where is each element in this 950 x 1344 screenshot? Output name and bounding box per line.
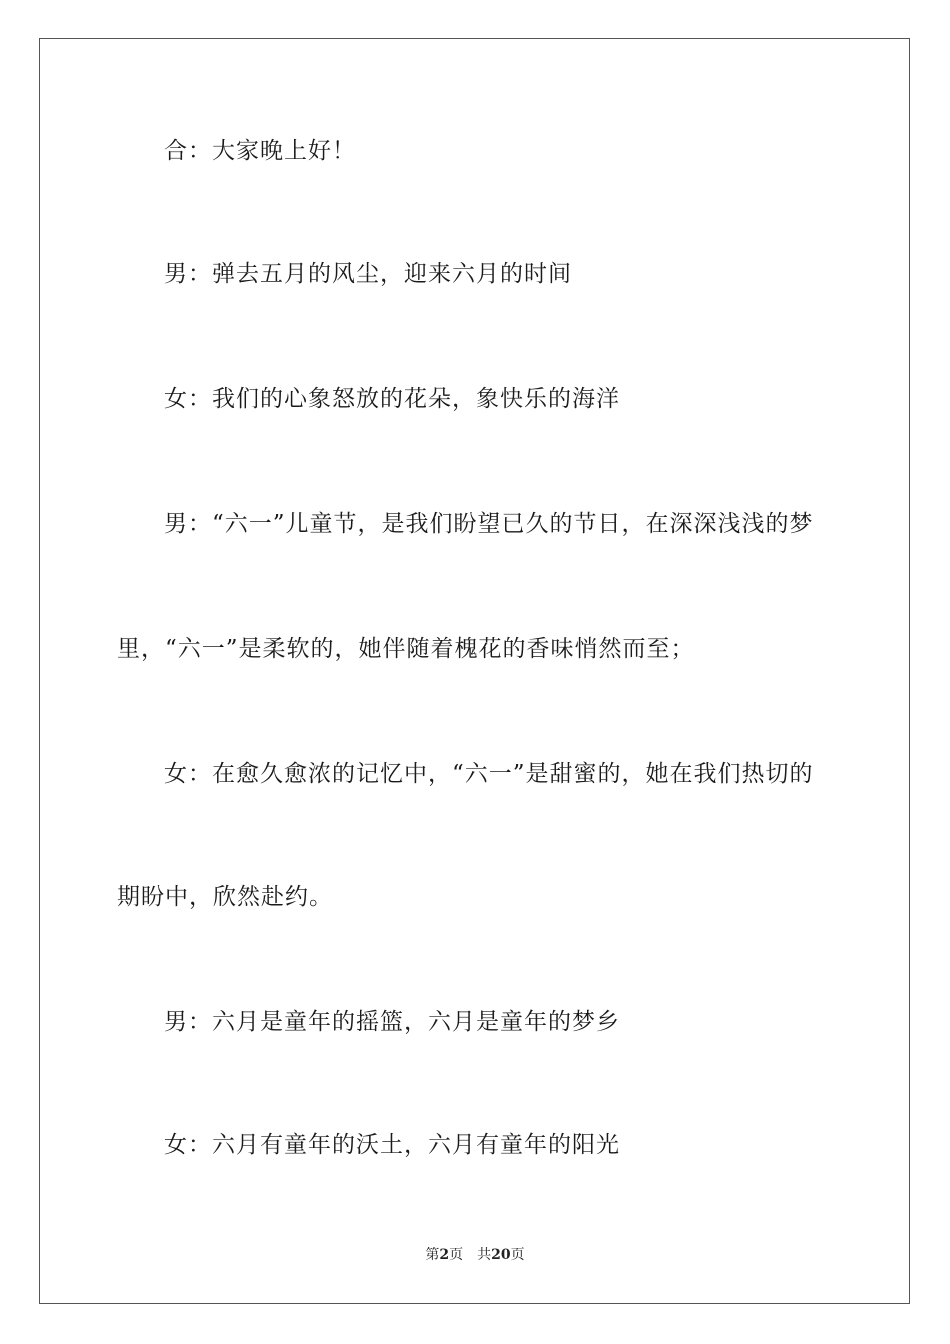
dialogue-line-3: 女：我们的心象怒放的花朵，象快乐的海洋 [164,386,620,412]
total-prefix: 共 [477,1247,492,1263]
page-border [39,38,910,1304]
dialogue-line-4: 男：“六一”儿童节，是我们盼望已久的节日，在深深浅浅的梦 [164,511,814,537]
page-prefix: 第 [425,1247,440,1263]
page-suffix: 页 [449,1247,464,1263]
dialogue-line-7: 期盼中，欣然赴约。 [117,884,333,910]
page-number: 2 [439,1247,450,1263]
dialogue-line-9: 女：六月有童年的沃土，六月有童年的阳光 [164,1132,620,1158]
dialogue-line-1: 合：大家晚上好！ [164,138,356,164]
dialogue-line-8: 男：六月是童年的摇篮，六月是童年的梦乡 [164,1009,620,1035]
dialogue-line-2: 男：弹去五月的风尘，迎来六月的时间 [164,261,572,287]
page-footer [0,1245,950,1265]
total-pages: 20 [491,1247,511,1263]
dialogue-line-5: 里，“六一”是柔软的，她伴随着槐花的香味悄然而至； [117,636,695,662]
total-suffix: 页 [510,1247,525,1263]
dialogue-line-6: 女：在愈久愈浓的记忆中，“六一”是甜蜜的，她在我们热切的 [164,761,814,787]
